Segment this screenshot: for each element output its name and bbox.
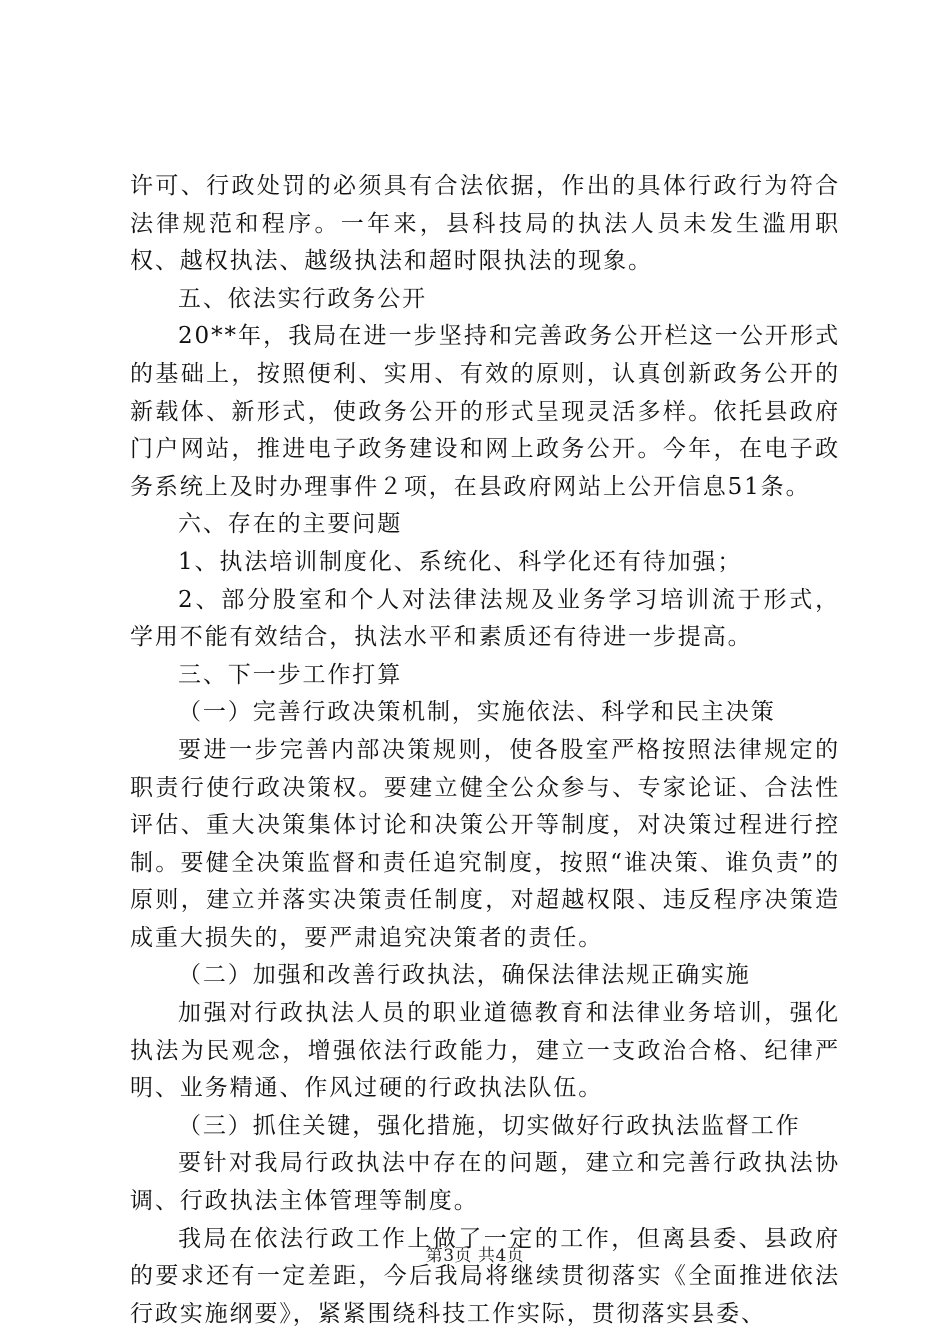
document-body [130, 168, 840, 1333]
subsection-heading-2: （二）加强和改善行政执法，确保法律法规正确实施 [178, 962, 751, 989]
subsection-heading-3: （三）抓住关键，强化措施，切实做好行政执法监督工作 [178, 1112, 801, 1139]
paragraph-continuation: 许可、行政处罚的必须具有合法依据，作出的具体行政行为符合法律规范和程序。一年来，县科技局的执法人员未发生滥用职权、越权执法、越级执法和超时限执法的现象。 [130, 173, 840, 275]
section-heading-6: 六、存在的主要问题 [178, 511, 403, 538]
paragraph: 要针对我局行政执法中存在的问题，建立和完善行政执法协调、行政执法主体管理等制度。 [130, 1150, 840, 1215]
subsection-heading-1: （一）完善行政决策机制，实施依法、科学和民主决策 [178, 699, 776, 726]
list-item: 2、部分股室和个人对法律法规及业务学习培训流于形式，学用不能有效结合，执法水平和素质还有待进一步提高。 [130, 586, 840, 651]
list-item: 1、执法培训制度化、系统化、科学化还有待加强； [178, 548, 743, 575]
section-heading-3: 三、下一步工作打算 [178, 661, 403, 688]
page-footer: 第3页 共4页 [425, 1246, 525, 1266]
section-heading-5: 五、依法实行政务公开 [178, 285, 427, 312]
paragraph: 20**年，我局在进一步坚持和完善政务公开栏这一公开形式的基础上，按照便利、实用、有效的原则，认真创新政务公开的新载体、新形式，使政务公开的形式呈现灵活多样。依托县政府门户网站，推进电子政务建设和网上政务公开。今年，在电子政务系统上及时办理事件２项，在县政府网站上公开信息51条。 [130, 323, 840, 500]
paragraph: 要进一步完善内部决策规则，使各股室严格按照法律规定的职责行使行政决策权。要建立健全公众参与、专家论证、合法性评估、重大决策集体讨论和决策公开等制度，对决策过程进行控制。要健全决策监督和责任追究制度，按照“谁决策、谁负责”的原则，建立并落实决策责任制度，对超越权限、违反程序决策造成重大损失的，要严肃追究决策者的责任。 [130, 736, 840, 951]
paragraph: 加强对行政执法人员的职业道德教育和法律业务培训，强化执法为民观念，增强依法行政能力，建立一支政治合格、纪律严明、业务精通、作风过硬的行政执法队伍。 [130, 1000, 840, 1102]
paragraph: 我局在依法行政工作上做了一定的工作，但离县委、县政府的要求还有一定差距，今后我局将继续贯彻落实《全面推进依法行政实施纲要》，紧紧围绕科技工作实际，贯彻落实县委、 [130, 1225, 840, 1327]
